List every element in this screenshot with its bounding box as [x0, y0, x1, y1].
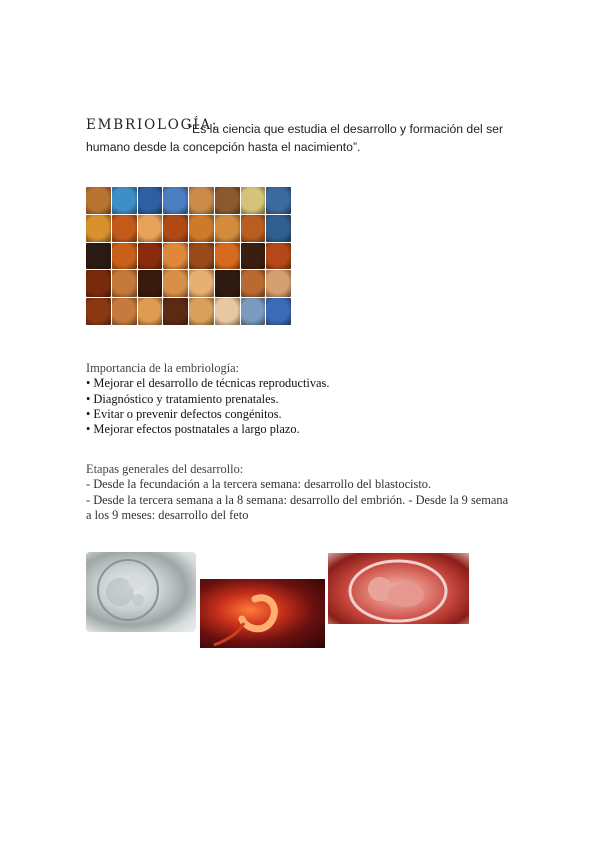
- collage-tile: [215, 270, 240, 297]
- collage-tile: [112, 298, 137, 325]
- collage-tile: [241, 215, 266, 242]
- collage-tile: [138, 270, 163, 297]
- collage-tile: [215, 298, 240, 325]
- collage-tile: [138, 215, 163, 242]
- definition-paragraph: [86, 117, 526, 156]
- collage-tile: [266, 215, 291, 242]
- collage-tile: [112, 270, 137, 297]
- collage-tile: [241, 270, 266, 297]
- importancia-bullet: • Mejorar efectos postnatales a largo plazo.: [86, 422, 300, 437]
- collage-tile: [138, 187, 163, 214]
- collage-tile: [112, 187, 137, 214]
- collage-tile: [241, 187, 266, 214]
- collage-tile: [189, 187, 214, 214]
- importancia-section: [86, 361, 516, 437]
- collage-tile: [112, 215, 137, 242]
- collage-tile: [266, 187, 291, 214]
- collage-tile: [86, 215, 111, 242]
- etapas-line: - Desde la tercera semana a la 8 semana: desarrollo del embrión. - Desde la 9 semana a los 9 meses: desarrollo del feto: [86, 492, 509, 522]
- importancia-bullet: • Mejorar el desarrollo de técnicas reproductivas.: [86, 376, 330, 391]
- embryo-development-collage: [86, 187, 291, 325]
- collage-tile: [189, 298, 214, 325]
- collage-tile: [163, 215, 188, 242]
- collage-tile: [163, 298, 188, 325]
- collage-tile: [266, 270, 291, 297]
- blastocyst-image: [86, 552, 196, 632]
- collage-tile: [241, 243, 266, 270]
- collage-tile: [86, 243, 111, 270]
- embryo-image: [200, 579, 325, 648]
- etapas-line: - Desde la fecundación a la tercera semana: desarrollo del blastocisto.: [86, 477, 432, 492]
- importancia-bullet: • Evitar o prevenir defectos congénitos.: [86, 406, 282, 421]
- definition-label: EMBRIOLOGÍA:: [86, 117, 219, 133]
- definition-text: “Es la ciencia que estudia el desarrollo y formación del ser humano desde la concepción hasta el nacimiento”.: [86, 122, 504, 154]
- collage-tile: [241, 298, 266, 325]
- collage-tile: [189, 243, 214, 270]
- collage-tile: [112, 243, 137, 270]
- collage-tile: [138, 298, 163, 325]
- collage-tile: [215, 187, 240, 214]
- collage-tile: [138, 243, 163, 270]
- collage-tile: [266, 243, 291, 270]
- collage-tile: [215, 243, 240, 270]
- collage-tile: [189, 215, 214, 242]
- collage-tile: [163, 187, 188, 214]
- collage-tile: [86, 187, 111, 214]
- collage-tile: [189, 270, 214, 297]
- collage-tile: [86, 270, 111, 297]
- collage-tile: [163, 270, 188, 297]
- importancia-heading: Importancia de la embriología:: [86, 361, 240, 375]
- collage-tile: [215, 215, 240, 242]
- importancia-bullet: • Diagnóstico y tratamiento prenatales.: [86, 391, 279, 406]
- collage-tile: [163, 243, 188, 270]
- fetus-image: [328, 553, 469, 624]
- collage-tile: [266, 298, 291, 325]
- collage-tile: [86, 298, 111, 325]
- etapas-section: [86, 462, 516, 523]
- etapas-heading: Etapas generales del desarrollo:: [86, 462, 244, 476]
